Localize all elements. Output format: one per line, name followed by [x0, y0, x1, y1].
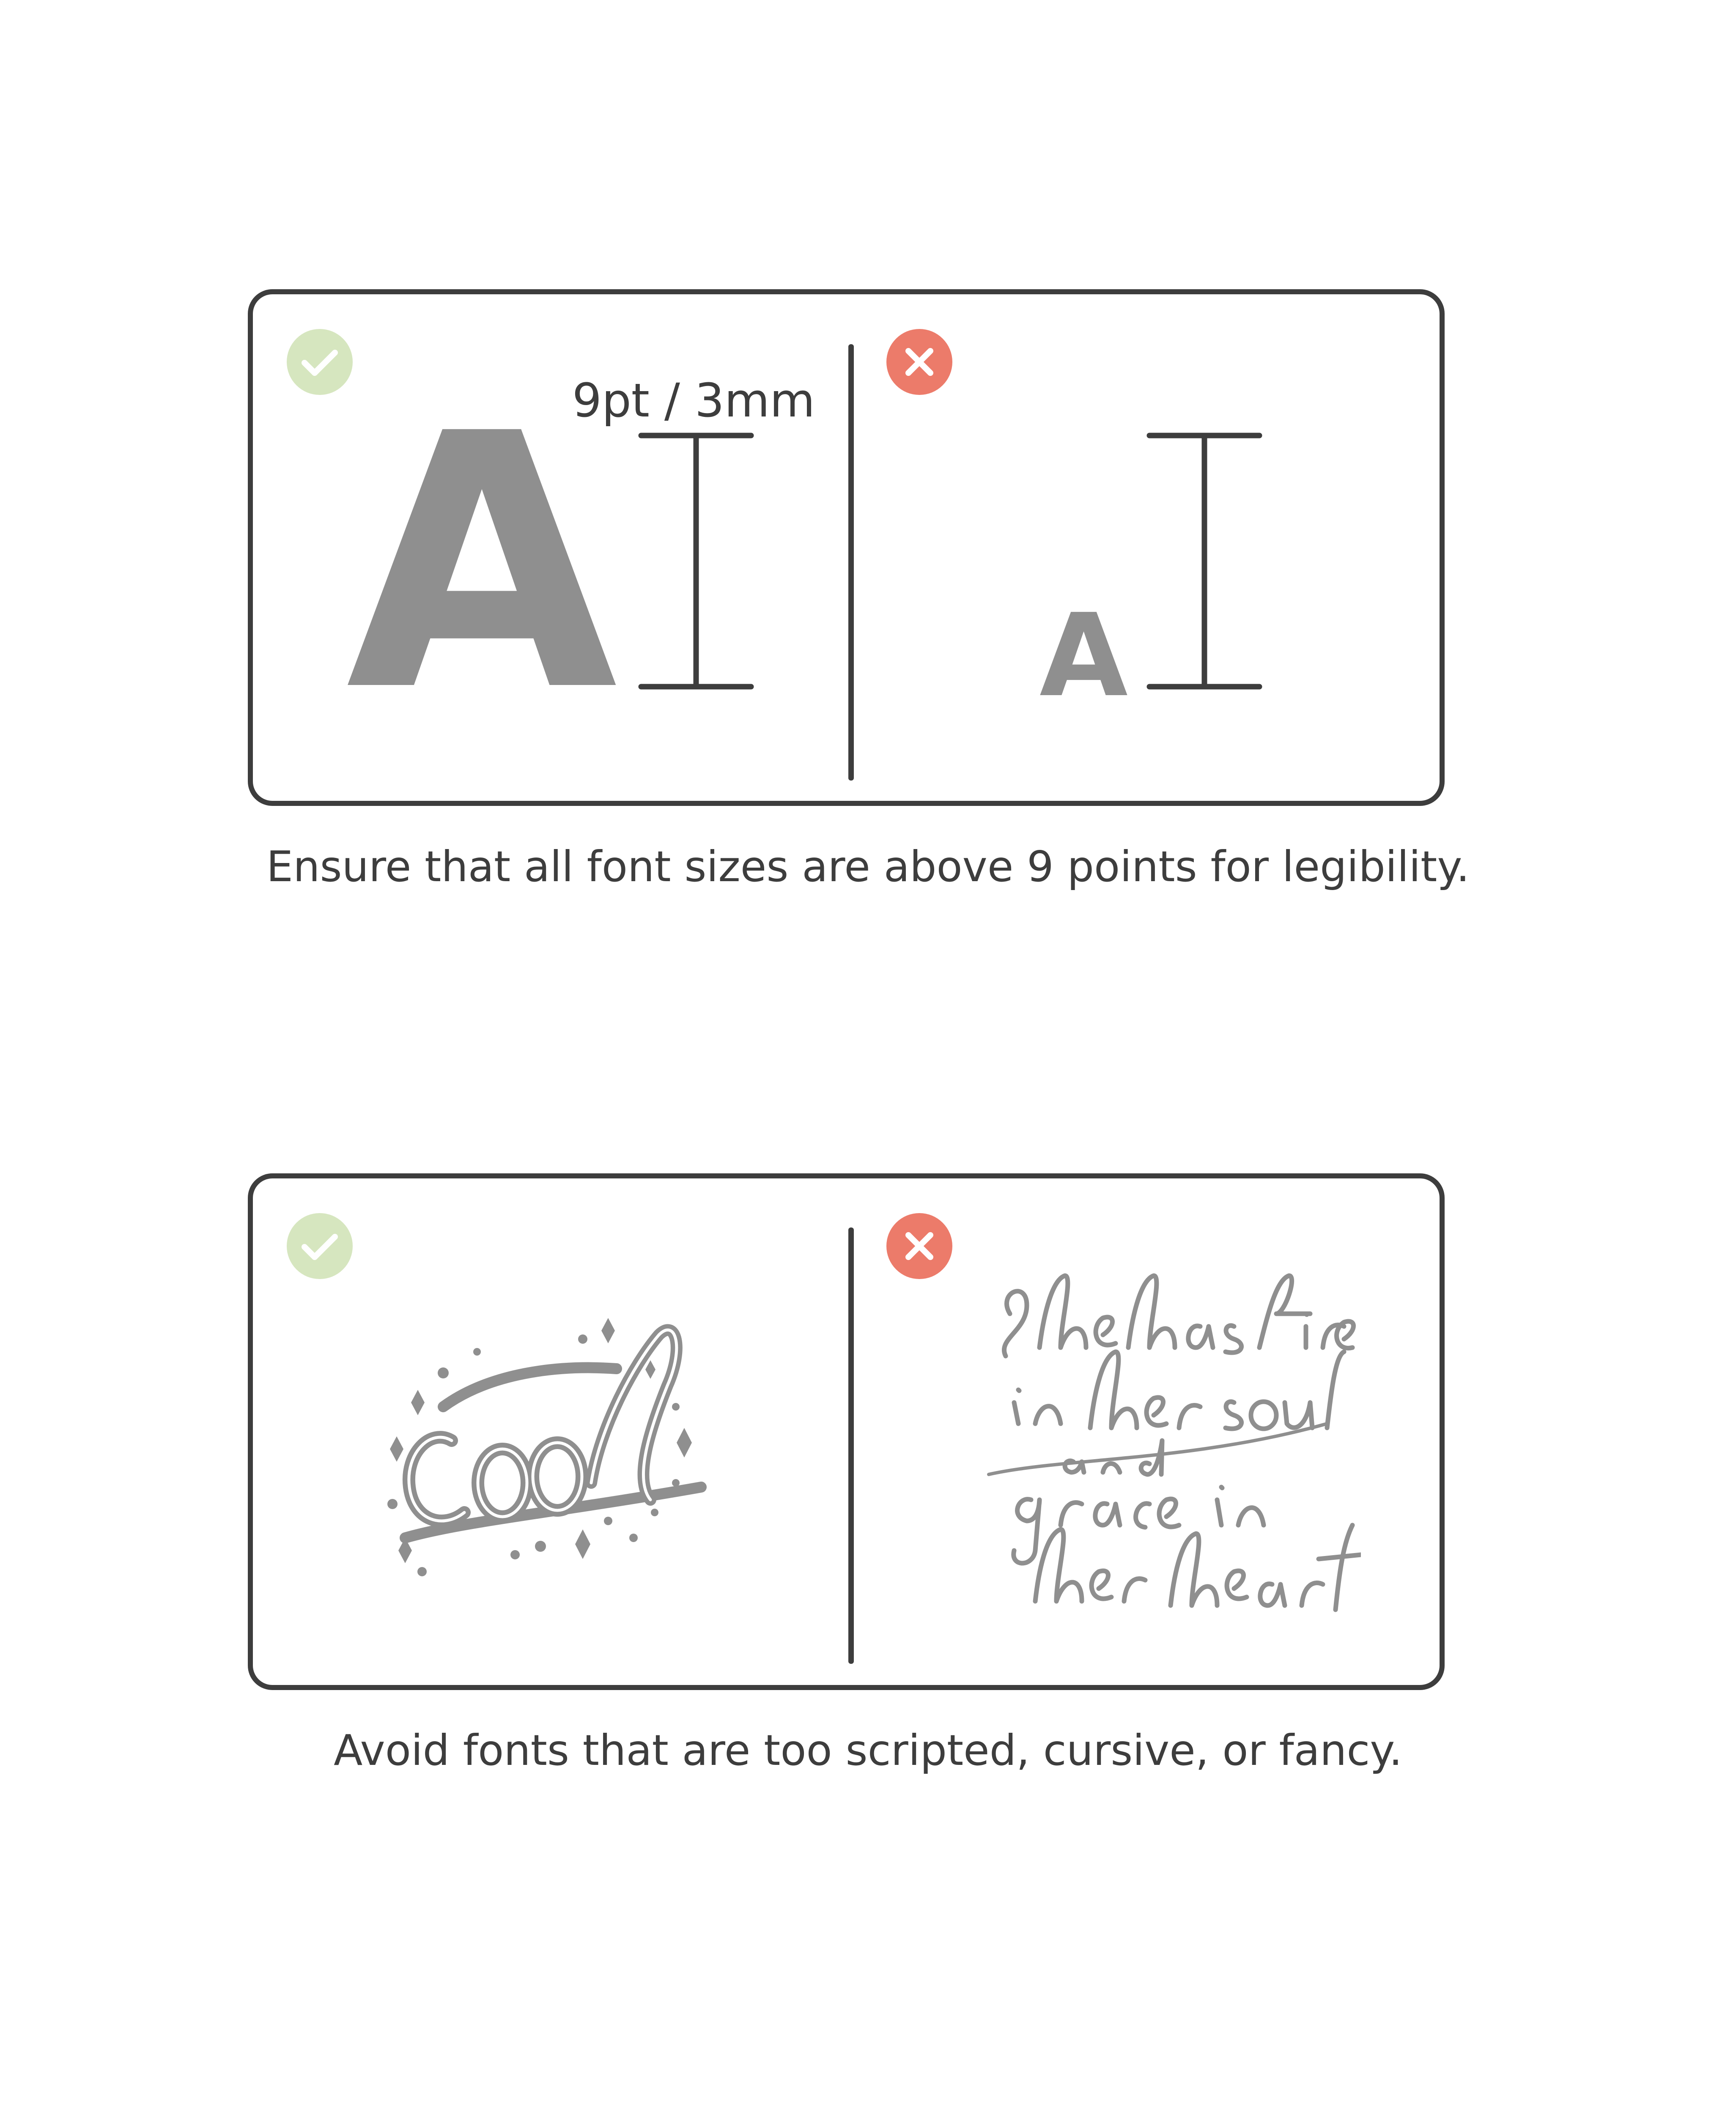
cursive-quote-art: [980, 1263, 1361, 1627]
bad-badge: [886, 1213, 952, 1279]
script-font-caption: Avoid fonts that are too scripted, cursive, or fancy.: [333, 1726, 1403, 1775]
x-mark-icon: [886, 329, 952, 395]
script-font-panel: [248, 1173, 1445, 1690]
bad-badge: [886, 329, 952, 395]
x-mark-icon: [886, 1213, 952, 1279]
panel-divider: [848, 344, 854, 781]
height-bracket-good: [637, 430, 755, 692]
measure-label: 9pt / 3mm: [572, 373, 815, 427]
small-letter-example: A: [1039, 589, 1128, 722]
cursive-strokes: [989, 1276, 1361, 1610]
good-badge: [287, 329, 353, 395]
font-size-panel: [248, 289, 1445, 806]
checkmark-icon: [287, 1213, 353, 1279]
good-badge: [287, 1213, 353, 1279]
large-letter-example: A: [346, 359, 618, 768]
font-size-caption: Ensure that all font sizes are above 9 points for legibility.: [266, 842, 1470, 891]
height-bracket-bad: [1145, 430, 1264, 692]
cool-lettering-art: [380, 1301, 752, 1597]
checkmark-icon: [287, 329, 353, 395]
cool-strokes: [405, 1330, 701, 1538]
panel-divider: [848, 1227, 854, 1664]
